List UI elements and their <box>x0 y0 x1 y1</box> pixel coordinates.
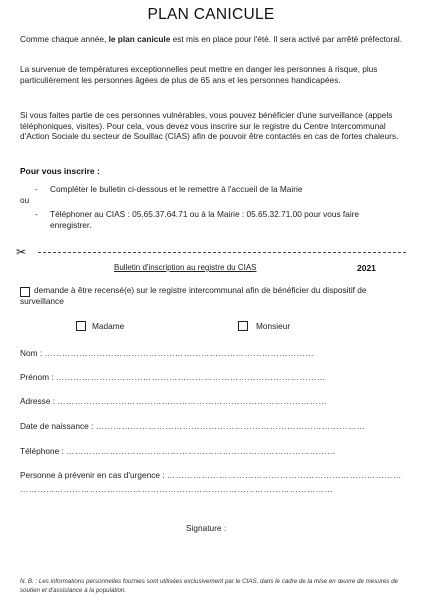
intro-bold: le plan canicule <box>108 34 171 44</box>
footnote: N. B. : Les informations personnelles fournies sont utilisées exclusivement par le CIAS, dans le cadre de la mise en œuvre de mesures de soutien et d'assistance à la population. <box>20 578 398 594</box>
risk-paragraph: La survenue de températures exceptionnelles peut mettre en danger les personnes à risque, plus particulièrement les personnes âgées de plus de 65 ans et les personnes handicapées. <box>20 64 378 85</box>
field-nom[interactable] <box>20 348 314 358</box>
field-adresse[interactable] <box>20 396 327 406</box>
monsieur-checkbox[interactable] <box>238 321 248 331</box>
field-urgence-line-2[interactable] <box>20 484 333 494</box>
dash-1: - <box>35 184 38 194</box>
field-urgence-dots: ……………………………………………………………………… <box>166 470 402 480</box>
field-adresse-label: Adresse : <box>20 396 58 406</box>
field-date-naissance-dots: ………………………………………………………………………………… <box>95 421 366 431</box>
field-adresse-dots: ………………………………………………………………………………… <box>57 396 327 406</box>
field-urgence-label: Personne à prévenir en cas d'urgence : <box>20 470 167 480</box>
bulletin-year: 2021 <box>357 263 376 273</box>
field-telephone[interactable] <box>20 446 336 456</box>
dash-2: - <box>35 209 38 219</box>
field-nom-dots: ………………………………………………………………………………… <box>44 348 315 358</box>
bulletin-title: Bulletin d'inscription au registre du CIAS <box>114 263 257 272</box>
scissors-icon: ✂ <box>16 245 27 259</box>
madame-label: Madame <box>92 321 125 331</box>
field-date-naissance[interactable] <box>20 421 365 431</box>
vulnerable-paragraph: Si vous faites partie de ces personnes vulnérables, vous pouvez bénéficier d'une surveillance (appels téléphoniques, visites). Pour cela, vous devez vous inscrire sur le registre du Centre Intercommunal d'Action Sociale du secteur de Souillac (CIAS) afin de pouvoir être contactés en cas de fortes chaleurs. <box>20 110 399 142</box>
intro-paragraph <box>20 34 404 45</box>
option-1-text: Compléter le bulletin ci-dessous et le remettre à l'accueil de la Mairie <box>50 184 303 194</box>
option-2-text: Téléphoner au CIAS : 05.65.37.64.71 ou à la Mairie : 05.65.32.71.00 pour vous faire enregistrer. <box>50 209 360 230</box>
request-text: demande à être recensé(e) sur le registre intercommunal afin de bénéficier du dispositif de surveillance <box>20 285 367 306</box>
field-telephone-label: Téléphone : <box>20 446 67 456</box>
intro-post: est mis en place pour l'été. Il sera activé par arrêté préfectoral. <box>170 34 403 44</box>
field-prenom[interactable] <box>20 372 326 382</box>
field-date-naissance-label: Date de naissance : <box>20 421 96 431</box>
document-title: PLAN CANICULE <box>147 6 275 23</box>
field-telephone-dots: ………………………………………………………………………………… <box>66 446 336 456</box>
field-urgence[interactable] <box>20 470 402 480</box>
signature-label: Signature : <box>186 523 227 533</box>
field-prenom-label: Prénom : <box>20 372 56 382</box>
field-urgence-dots-2: ……………………………………………………………………………………………… <box>20 484 334 494</box>
field-nom-label: Nom : <box>20 348 45 358</box>
cut-line <box>38 252 406 253</box>
how-to-register-heading: Pour vous inscrire : <box>20 166 100 176</box>
field-prenom-dots: ………………………………………………………………………………… <box>55 372 326 382</box>
monsieur-label: Monsieur <box>256 321 291 331</box>
madame-checkbox[interactable] <box>76 321 86 331</box>
or-text: ou <box>20 195 30 205</box>
intro-pre: Comme chaque année, <box>20 34 109 44</box>
